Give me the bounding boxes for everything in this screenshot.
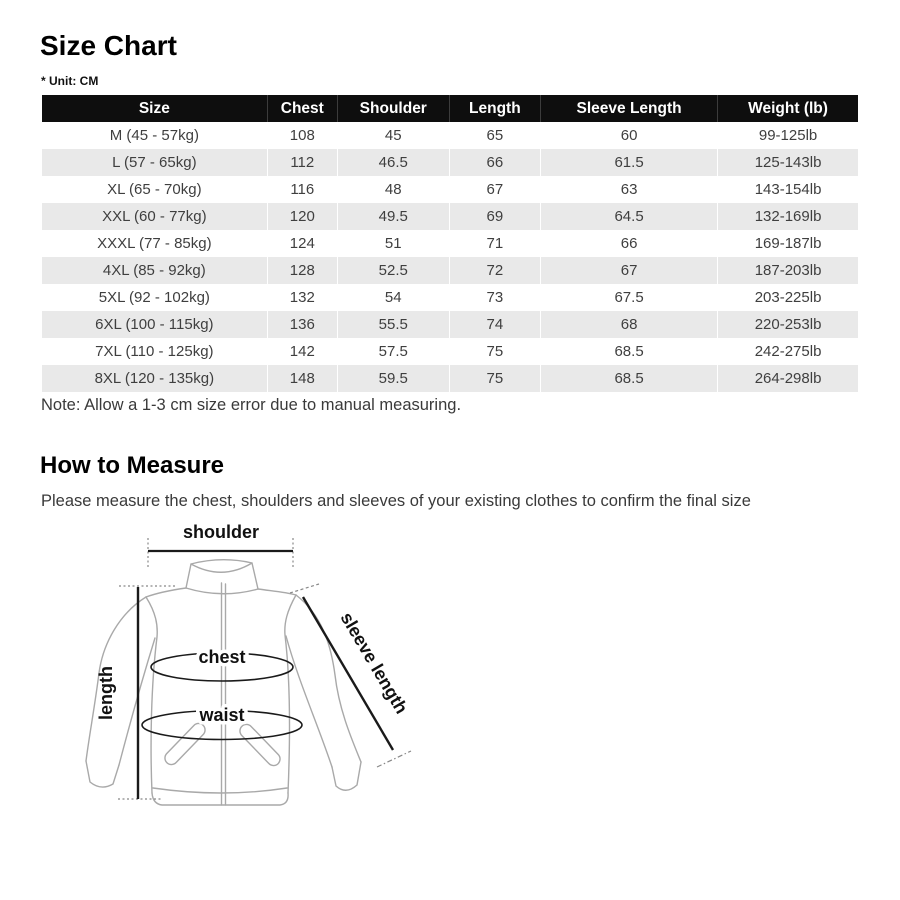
table-row bbox=[42, 122, 858, 149]
table-cell: 125-143lb bbox=[718, 149, 858, 176]
length-measure bbox=[96, 586, 176, 799]
sleeve-length-label: sleeve length bbox=[336, 608, 412, 718]
table-cell: 66 bbox=[449, 149, 540, 176]
measure-diagram bbox=[0, 505, 460, 845]
table-header-row bbox=[42, 95, 858, 122]
sleeve-length-tick-top bbox=[290, 584, 319, 593]
table-cell: 66 bbox=[541, 230, 718, 257]
table-cell: 67 bbox=[541, 257, 718, 284]
jacket-body-right bbox=[285, 595, 296, 793]
table-cell: 132 bbox=[267, 284, 337, 311]
table-row bbox=[42, 284, 858, 311]
column-header-1: Chest bbox=[267, 95, 337, 122]
table-row bbox=[42, 311, 858, 338]
table-cell: 63 bbox=[541, 176, 718, 203]
sleeve-length-measure bbox=[290, 584, 412, 767]
jacket-neckline bbox=[191, 563, 252, 572]
table-cell: 54 bbox=[337, 284, 449, 311]
table-cell: 4XL (85 - 92kg) bbox=[102, 262, 206, 279]
table-cell: 112 bbox=[267, 149, 337, 176]
table-cell: 67 bbox=[449, 176, 540, 203]
size-table bbox=[42, 95, 858, 392]
table-cell: 203-225lb bbox=[718, 284, 858, 311]
table-cell: 45 bbox=[337, 122, 449, 149]
page-title: Size Chart bbox=[40, 30, 177, 61]
table-cell: 48 bbox=[337, 176, 449, 203]
column-header-2: Shoulder bbox=[337, 95, 449, 122]
table-cell: 51 bbox=[337, 230, 449, 257]
column-header-5: Weight (lb) bbox=[718, 95, 858, 122]
table-cell: 136 bbox=[267, 311, 337, 338]
table-cell: XXL (60 - 77kg) bbox=[102, 208, 207, 225]
table-cell: 59.5 bbox=[337, 365, 449, 392]
table-cell: 68.5 bbox=[541, 365, 718, 392]
table-cell: XXXL (77 - 85kg) bbox=[97, 235, 212, 252]
table-cell: 116 bbox=[267, 176, 337, 203]
length-label: length bbox=[96, 666, 116, 720]
table-cell: 6XL (100 - 115kg) bbox=[95, 316, 214, 333]
table-cell: 69 bbox=[449, 203, 540, 230]
table-row bbox=[42, 230, 858, 257]
table-cell: 73 bbox=[449, 284, 540, 311]
table-row bbox=[42, 338, 858, 365]
table-cell: 72 bbox=[449, 257, 540, 284]
table-cell: 99-125lb bbox=[718, 122, 858, 149]
unit-note: * Unit: CM bbox=[41, 74, 99, 88]
jacket-hem bbox=[152, 793, 288, 805]
table-cell: 71 bbox=[449, 230, 540, 257]
table-cell: 120 bbox=[267, 203, 337, 230]
shoulder-label: shoulder bbox=[182, 522, 260, 542]
table-cell: 187-203lb bbox=[718, 257, 858, 284]
table-row bbox=[42, 176, 858, 203]
size-note: Note: Allow a 1-3 cm size error due to manual measuring. bbox=[41, 396, 462, 414]
table-cell: 264-298lb bbox=[718, 365, 858, 392]
table-cell: 49.5 bbox=[337, 203, 449, 230]
table-cell: 64.5 bbox=[541, 203, 718, 230]
jacket-shoulder-left bbox=[146, 588, 186, 597]
table-cell: 55.5 bbox=[337, 311, 449, 338]
jacket-pocket-right bbox=[237, 722, 282, 768]
table-cell: L (57 - 65kg) bbox=[112, 154, 197, 171]
jacket-cuff-left bbox=[86, 761, 119, 787]
table-row bbox=[42, 203, 858, 230]
column-header-4: Sleeve Length bbox=[541, 95, 718, 122]
table-cell: 65 bbox=[449, 122, 540, 149]
table-row bbox=[42, 365, 858, 392]
jacket-hem-band bbox=[153, 788, 287, 793]
table-cell: 128 bbox=[267, 257, 337, 284]
waist-label: waist bbox=[199, 705, 245, 725]
table-cell: 74 bbox=[449, 311, 540, 338]
table-cell: 108 bbox=[267, 122, 337, 149]
table-cell: XL (65 - 70kg) bbox=[107, 181, 202, 198]
table-row bbox=[42, 257, 858, 284]
shoulder-tick-lines bbox=[148, 538, 293, 568]
table-cell: 46.5 bbox=[337, 149, 449, 176]
table-cell: 67.5 bbox=[541, 284, 718, 311]
table-cell: 68.5 bbox=[541, 338, 718, 365]
how-to-measure-description: Please measure the chest, shoulders and sleeves of your existing clothes to confirm the final size bbox=[41, 492, 751, 510]
table-cell: 57.5 bbox=[337, 338, 449, 365]
table-cell: 148 bbox=[267, 365, 337, 392]
how-to-measure-title: How to Measure bbox=[40, 452, 225, 479]
table-cell: 132-169lb bbox=[718, 203, 858, 230]
table-row bbox=[42, 149, 858, 176]
column-header-0: Size bbox=[42, 95, 267, 122]
chest-label: chest bbox=[198, 647, 246, 667]
length-tick-lines bbox=[118, 586, 176, 799]
table-cell: M (45 - 57kg) bbox=[109, 127, 199, 144]
table-cell: 242-275lb bbox=[718, 338, 858, 365]
table-cell: 60 bbox=[541, 122, 718, 149]
jacket-cuff-right bbox=[332, 762, 361, 790]
jacket-body-left bbox=[146, 597, 157, 793]
table-cell: 220-253lb bbox=[718, 311, 858, 338]
table-cell: 75 bbox=[449, 338, 540, 365]
table-cell: 7XL (110 - 125kg) bbox=[95, 343, 214, 360]
column-header-3: Length bbox=[449, 95, 540, 122]
table-cell: 5XL (92 - 102kg) bbox=[98, 289, 210, 306]
jacket-zipper bbox=[222, 583, 226, 805]
table-cell: 124 bbox=[267, 230, 337, 257]
jacket-pocket-left bbox=[162, 721, 207, 767]
sleeve-length-tick-bottom bbox=[377, 751, 411, 767]
table-cell: 169-187lb bbox=[718, 230, 858, 257]
shoulder-measure bbox=[148, 522, 293, 568]
table-cell: 8XL (120 - 135kg) bbox=[94, 370, 215, 387]
jacket-shoulder-right bbox=[258, 589, 296, 595]
table-cell: 143-154lb bbox=[718, 176, 858, 203]
jacket-sleeve-right-inner bbox=[286, 636, 332, 767]
table-cell: 61.5 bbox=[541, 149, 718, 176]
table-cell: 52.5 bbox=[337, 257, 449, 284]
jacket-outline bbox=[86, 560, 361, 805]
table-cell: 75 bbox=[449, 365, 540, 392]
table-cell: 142 bbox=[267, 338, 337, 365]
table-cell: 68 bbox=[541, 311, 718, 338]
